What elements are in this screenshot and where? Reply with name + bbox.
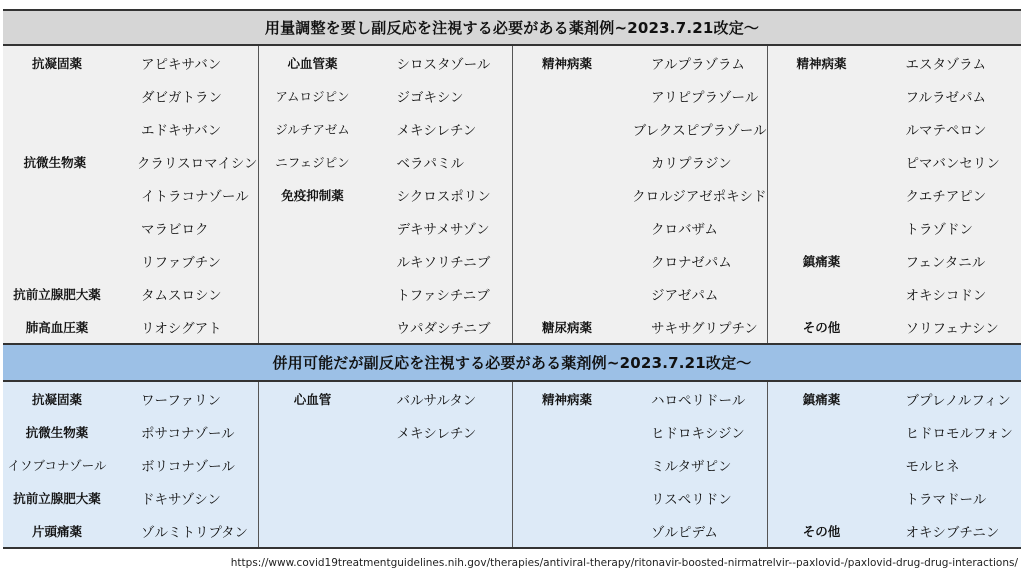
drug-cell: フェンタニル bbox=[905, 254, 986, 271]
category-cell: 抗前立腺肥大薬 bbox=[13, 286, 101, 302]
category-cell: 鎮痛薬 bbox=[802, 391, 841, 407]
table-row bbox=[513, 112, 767, 145]
table-row bbox=[768, 112, 1022, 145]
table-row bbox=[3, 382, 258, 415]
category-cell: 免疫抑制薬 bbox=[281, 187, 344, 203]
table-row bbox=[768, 178, 1022, 211]
category-cell: 精神病薬 bbox=[541, 391, 592, 407]
table-row bbox=[259, 145, 513, 178]
drug-cell: タムスロシン bbox=[141, 287, 222, 304]
drug-cell: ブプレノルフィン bbox=[905, 392, 1011, 409]
table-row bbox=[513, 481, 767, 514]
drug-cell: クロルジアゼポキシド bbox=[632, 188, 767, 205]
drug-cell: メキシレチン bbox=[396, 122, 477, 139]
drug-cell: ヒドロキシジン bbox=[651, 425, 745, 442]
drug-cell: カリプラジン bbox=[651, 155, 732, 172]
category-cell: 心血管 bbox=[293, 391, 332, 407]
table-row bbox=[768, 514, 1022, 547]
table-row bbox=[513, 415, 767, 448]
drug-cell: ベラパミル bbox=[396, 155, 464, 172]
category-cell: アムロジピン bbox=[275, 88, 350, 104]
table-row bbox=[768, 145, 1022, 178]
table-row bbox=[513, 448, 767, 481]
drug-cell: ミルタザピン bbox=[651, 458, 732, 475]
table-row bbox=[3, 112, 258, 145]
drug-cell: メキシレチン bbox=[396, 425, 477, 442]
table-row bbox=[259, 46, 513, 79]
category-cell: 抗凝固薬 bbox=[31, 55, 82, 71]
table-row bbox=[259, 481, 513, 514]
table-row bbox=[259, 178, 513, 211]
drug-cell: トラマドール bbox=[905, 491, 987, 508]
table-row bbox=[3, 514, 258, 547]
table-row bbox=[768, 46, 1022, 79]
drug-cell: ドキサゾシン bbox=[141, 491, 221, 508]
table-row bbox=[3, 178, 258, 211]
table-row bbox=[3, 79, 258, 112]
table-row bbox=[513, 46, 767, 79]
category-cell: 精神病薬 bbox=[796, 55, 847, 71]
table-row bbox=[3, 211, 258, 244]
source-url: https://www.covid19treatmentguidelines.nih.gov/therapies/antiviral-therapy/ritonavir-boosted-nirmatrelvir--paxlovid-/paxlovid-drug-drug-interactions/ bbox=[230, 557, 1018, 569]
drug-cell: クロナゼパム bbox=[651, 254, 732, 271]
category-cell: 抗凝固薬 bbox=[31, 391, 82, 407]
category-cell: その他 bbox=[802, 319, 841, 335]
category-cell: ニフェジピン bbox=[275, 154, 350, 170]
category-cell: ジルチアゼム bbox=[275, 121, 350, 137]
drug-cell: ブレクスピプラゾール bbox=[632, 122, 767, 139]
category-cell: 抗微生物薬 bbox=[23, 154, 87, 170]
table-row bbox=[513, 382, 767, 415]
table-row bbox=[3, 310, 258, 343]
drug-cell: バルサルタン bbox=[396, 392, 477, 409]
drug-cell: モルヒネ bbox=[905, 458, 960, 475]
drug-cell: トファシチニブ bbox=[396, 287, 490, 304]
table-row bbox=[768, 211, 1022, 244]
table-row bbox=[259, 79, 513, 112]
table-row bbox=[3, 277, 258, 310]
section1-column bbox=[3, 46, 258, 343]
drug-cell: リファブチン bbox=[141, 254, 222, 271]
table-row bbox=[3, 244, 258, 277]
table-row bbox=[259, 112, 513, 145]
table-row bbox=[513, 514, 767, 547]
table-row bbox=[513, 244, 767, 277]
section2-column bbox=[512, 382, 767, 547]
table-row bbox=[513, 277, 767, 310]
drug-cell: デキサメサゾン bbox=[396, 221, 490, 238]
drug-cell: ヒドロモルフォン bbox=[905, 425, 1013, 442]
category-cell: 心血管薬 bbox=[287, 55, 338, 71]
table-row bbox=[259, 448, 513, 481]
drug-cell: エスタゾラム bbox=[905, 56, 986, 73]
category-cell: その他 bbox=[802, 523, 841, 539]
table-row bbox=[768, 448, 1022, 481]
category-cell: 精神病薬 bbox=[541, 55, 592, 71]
table-row bbox=[259, 514, 513, 547]
table-row bbox=[768, 382, 1022, 415]
table-row bbox=[768, 277, 1022, 310]
table-row bbox=[259, 244, 513, 277]
drug-cell: ピマバンセリン bbox=[905, 155, 1000, 172]
table-row bbox=[3, 46, 258, 79]
section2-column bbox=[3, 382, 258, 547]
table-row bbox=[259, 382, 513, 415]
drug-cell: ゾルピデム bbox=[651, 524, 718, 541]
drug-cell: リオシグアト bbox=[141, 320, 222, 337]
section1-column bbox=[258, 46, 513, 343]
drug-cell: ハロペリドール bbox=[651, 392, 746, 409]
drug-cell: リスペリドン bbox=[651, 491, 732, 508]
table-row bbox=[768, 79, 1022, 112]
drug-cell: ジゴキシン bbox=[396, 89, 464, 106]
section2-title: 併用可能だが副反応を注視する必要がある薬剤例~2023.7.21改定～ bbox=[3, 345, 1021, 382]
drug-cell: アリピプラゾール bbox=[651, 89, 759, 106]
drug-cell: イトラコナゾール bbox=[141, 188, 249, 205]
drug-cell: シロスタゾール bbox=[396, 56, 491, 73]
drug-cell: クエチアピン bbox=[905, 188, 987, 205]
drug-cell: ルマテペロン bbox=[905, 122, 987, 139]
drug-cell: オキシブチニン bbox=[905, 524, 1000, 541]
table-row bbox=[513, 145, 767, 178]
category-cell: 片頭痛薬 bbox=[31, 523, 82, 539]
drug-cell: エドキサバン bbox=[141, 122, 222, 139]
category-cell: 抗微生物薬 bbox=[25, 424, 89, 440]
drug-cell: シクロスポリン bbox=[396, 188, 491, 205]
category-cell: 抗前立腺肥大薬 bbox=[13, 490, 101, 506]
drug-cell: アピキサバン bbox=[141, 56, 222, 73]
section2-table bbox=[3, 382, 1021, 549]
drug-cell: ウパダシチニブ bbox=[396, 320, 491, 337]
table-row bbox=[3, 145, 258, 178]
table-row bbox=[768, 481, 1022, 514]
drug-cell: ルキソリチニブ bbox=[396, 254, 491, 271]
table-row bbox=[259, 211, 513, 244]
drug-cell: オキシコドン bbox=[905, 287, 987, 304]
section1-column bbox=[512, 46, 767, 343]
drug-cell: ソリフェナシン bbox=[905, 320, 999, 337]
drug-cell: マラビロク bbox=[141, 221, 209, 238]
drug-cell: ゾルミトリプタン bbox=[141, 524, 249, 541]
table-row bbox=[259, 415, 513, 448]
drug-cell: アルプラゾラム bbox=[651, 56, 745, 73]
table-row bbox=[259, 277, 513, 310]
table-row bbox=[259, 310, 513, 343]
category-cell: 肺高血圧薬 bbox=[25, 319, 89, 335]
category-cell: 鎮痛薬 bbox=[802, 253, 841, 269]
drug-cell: ジアゼパム bbox=[651, 287, 719, 304]
table-row bbox=[3, 481, 258, 514]
drug-cell: サキサグリプチン bbox=[651, 320, 758, 337]
drug-cell: クラリスロマイシン bbox=[136, 155, 258, 172]
drug-cell: フルラゼパム bbox=[905, 89, 986, 106]
table-row bbox=[3, 448, 258, 481]
section1-column bbox=[767, 46, 1022, 343]
drug-cell: ポサコナゾール bbox=[141, 425, 235, 442]
category-cell: 糖尿病薬 bbox=[541, 319, 592, 335]
table-row bbox=[768, 415, 1022, 448]
table-row bbox=[513, 178, 767, 211]
drug-cell: ボリコナゾール bbox=[141, 458, 235, 475]
table-row bbox=[3, 415, 258, 448]
drug-interaction-slide bbox=[3, 9, 1021, 549]
drug-cell: ワーファリン bbox=[141, 392, 222, 409]
drug-cell: ダビガトラン bbox=[141, 89, 222, 106]
category-cell: イソブコナゾール bbox=[7, 457, 107, 473]
table-row bbox=[513, 211, 767, 244]
table-row bbox=[513, 310, 767, 343]
table-row bbox=[513, 79, 767, 112]
section1-table bbox=[3, 46, 1021, 345]
table-row bbox=[768, 310, 1022, 343]
section2-column bbox=[767, 382, 1022, 547]
section2-column bbox=[258, 382, 513, 547]
drug-cell: トラゾドン bbox=[905, 221, 973, 238]
drug-cell: クロバザム bbox=[651, 221, 718, 238]
section1-title: 用量調整を要し副反応を注視する必要がある薬剤例~2023.7.21改定～ bbox=[3, 9, 1021, 46]
table-row bbox=[768, 244, 1022, 277]
